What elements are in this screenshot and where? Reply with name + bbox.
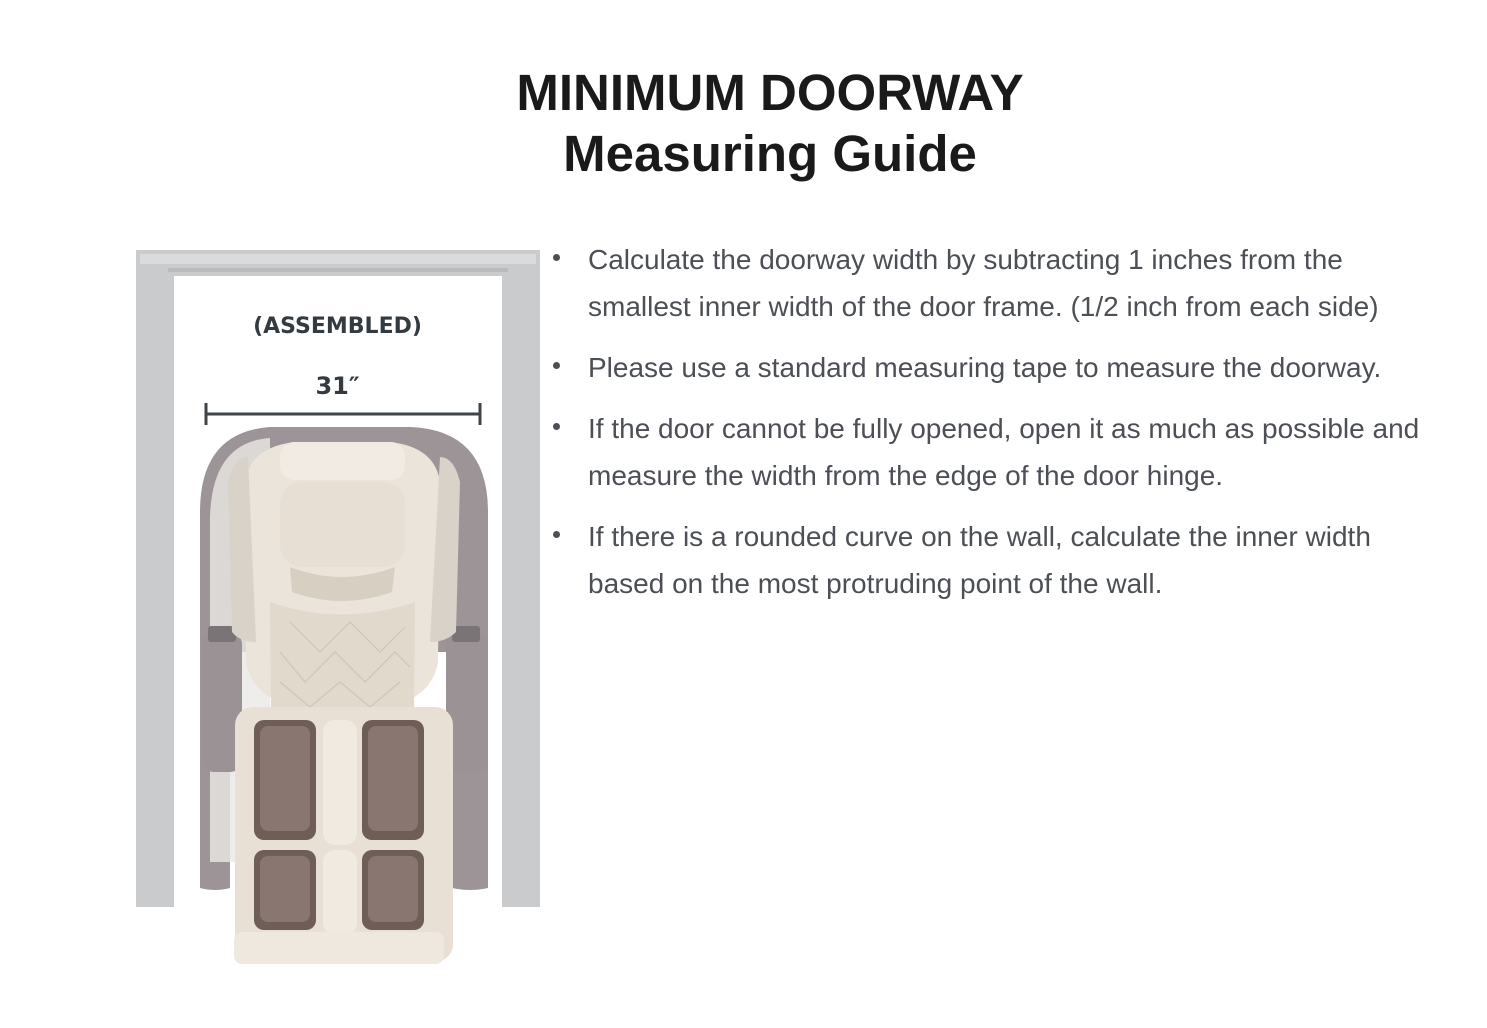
measuring-guide-list — [550, 236, 1450, 621]
list-item — [550, 236, 1450, 330]
doorway-illustration — [130, 242, 545, 972]
page-title — [0, 62, 1487, 184]
list-item — [550, 344, 1450, 391]
massage-chair-in-doorway-graphic — [130, 242, 545, 972]
list-item — [550, 405, 1450, 499]
bullet-icon — [553, 362, 560, 369]
list-item-text: Calculate the doorway width by subtracting 1 inches from the smallest inner width of the door frame. (1/2 inch from each side) — [588, 244, 1379, 322]
leg-rest — [234, 707, 453, 964]
title-line-2: Measuring Guide — [563, 125, 977, 182]
bullet-icon — [553, 423, 560, 430]
assembled-label: (ASSEMBLED) — [253, 314, 422, 339]
list-item — [550, 513, 1450, 607]
list-item-text: If the door cannot be fully opened, open it as much as possible and measure the width from the edge of the door hinge. — [588, 413, 1420, 491]
list-item-text: Please use a standard measuring tape to measure the doorway. — [588, 352, 1382, 383]
width-label: 31″ — [315, 372, 360, 400]
bullet-icon — [553, 531, 560, 538]
bullet-icon — [553, 254, 560, 261]
title-line-1: MINIMUM DOORWAY — [516, 64, 1024, 121]
list-item-text: If there is a rounded curve on the wall, calculate the inner width based on the most protruding point of the wall. — [588, 521, 1371, 599]
